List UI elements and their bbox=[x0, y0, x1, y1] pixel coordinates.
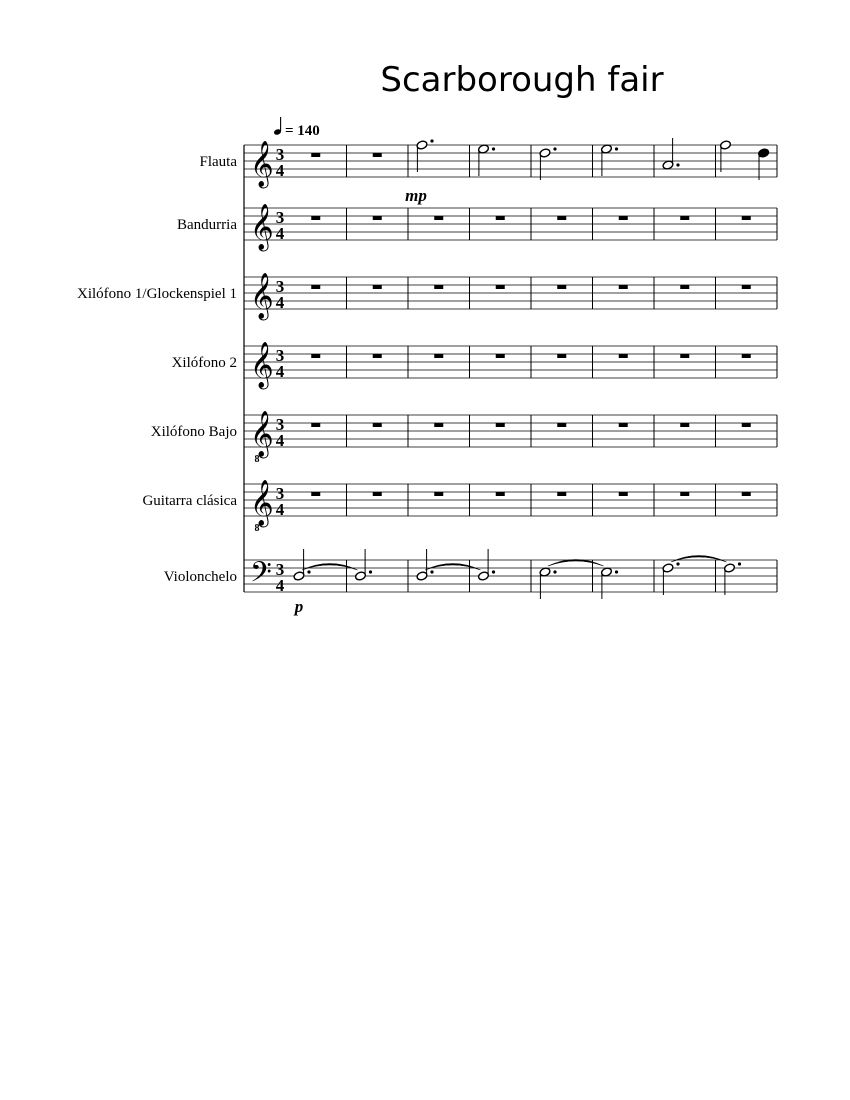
measure-rest bbox=[373, 216, 382, 220]
staff-2 bbox=[177, 204, 777, 252]
measure-rest bbox=[680, 354, 689, 358]
measure-rest bbox=[557, 354, 566, 358]
measure-rest bbox=[496, 423, 505, 427]
staff-label: Xilófono Bajo bbox=[150, 424, 237, 440]
measure-rest bbox=[557, 492, 566, 496]
treble-clef-icon: 𝄞 bbox=[250, 141, 274, 187]
measure-rest bbox=[680, 423, 689, 427]
tempo-text: = 140 bbox=[285, 123, 320, 139]
measure-rest bbox=[680, 216, 689, 220]
measure-rest bbox=[496, 492, 505, 496]
time-signature-denominator: 4 bbox=[275, 576, 285, 595]
measure-rest bbox=[680, 492, 689, 496]
time-signature-numerator: 3 bbox=[275, 145, 285, 164]
staff-label: Guitarra clásica bbox=[142, 493, 237, 509]
measure-rest bbox=[373, 285, 382, 289]
measure-rest bbox=[496, 285, 505, 289]
augmentation-dot bbox=[738, 562, 741, 565]
staff-label: Flauta bbox=[199, 154, 237, 170]
measure-rest bbox=[311, 216, 320, 220]
measure-rest bbox=[742, 492, 751, 496]
staff-label: Xilófono 1/Glockenspiel 1 bbox=[77, 286, 237, 302]
tempo-marking bbox=[273, 117, 320, 139]
augmentation-dot bbox=[553, 147, 556, 150]
treble-clef-icon: 𝄞 bbox=[250, 480, 274, 526]
measure-rest bbox=[434, 216, 443, 220]
measure-rest bbox=[373, 423, 382, 427]
augmentation-dot bbox=[369, 570, 372, 573]
measure-rest bbox=[311, 492, 320, 496]
flute-notes bbox=[311, 138, 769, 180]
treble-clef-icon: 𝄞 bbox=[250, 411, 274, 457]
measure-rest bbox=[742, 354, 751, 358]
time-signature-numerator: 3 bbox=[275, 415, 285, 434]
measure-rest bbox=[373, 354, 382, 358]
augmentation-dot bbox=[615, 570, 618, 573]
time-signature-denominator: 4 bbox=[275, 362, 285, 381]
measure-rest bbox=[557, 285, 566, 289]
staff-label: Violonchelo bbox=[163, 569, 237, 585]
measure-rest bbox=[680, 285, 689, 289]
tie bbox=[671, 556, 727, 563]
treble-clef-icon: 𝄞 bbox=[250, 204, 274, 250]
dynamic-marking: p bbox=[294, 597, 304, 616]
time-signature-denominator: 4 bbox=[275, 224, 285, 243]
treble-clef-icon: 𝄞 bbox=[250, 342, 274, 388]
measure-rest bbox=[619, 354, 628, 358]
staff-4 bbox=[172, 342, 777, 390]
tie bbox=[548, 560, 604, 567]
measure-rest bbox=[496, 354, 505, 358]
measure-rest bbox=[434, 423, 443, 427]
bass-clef-icon: 𝄢 bbox=[250, 556, 272, 596]
octave-marker: 8 bbox=[254, 454, 260, 465]
staff-6 bbox=[142, 480, 777, 534]
measure-rest bbox=[311, 153, 320, 157]
augmentation-dot bbox=[430, 139, 433, 142]
measure-rest bbox=[373, 153, 382, 157]
measure-rest bbox=[434, 354, 443, 358]
measure-rest bbox=[311, 285, 320, 289]
staff-5 bbox=[151, 411, 777, 465]
time-signature-denominator: 4 bbox=[275, 431, 285, 450]
score-title: Scarborough fair bbox=[380, 60, 664, 100]
measure-rest bbox=[619, 216, 628, 220]
staff-label: Bandurria bbox=[177, 217, 237, 233]
staff-3 bbox=[77, 273, 777, 321]
measure-rest bbox=[742, 423, 751, 427]
measure-rest bbox=[373, 492, 382, 496]
measure-rest bbox=[619, 285, 628, 289]
measure-rest bbox=[619, 423, 628, 427]
time-signature-numerator: 3 bbox=[275, 484, 285, 503]
staff-7 bbox=[164, 556, 777, 596]
augmentation-dot bbox=[676, 562, 679, 565]
augmentation-dot bbox=[430, 570, 433, 573]
cello-notes bbox=[293, 549, 741, 599]
treble-clef-icon: 𝄞 bbox=[250, 273, 274, 319]
staff-label: Xilófono 2 bbox=[171, 355, 237, 371]
time-signature-numerator: 3 bbox=[275, 208, 285, 227]
measure-rest bbox=[311, 423, 320, 427]
time-signature-numerator: 3 bbox=[275, 560, 285, 579]
measure-rest bbox=[496, 216, 505, 220]
measure-rest bbox=[742, 216, 751, 220]
measure-rest bbox=[434, 285, 443, 289]
measure-rest bbox=[434, 492, 443, 496]
augmentation-dot bbox=[553, 570, 556, 573]
augmentation-dot bbox=[615, 147, 618, 150]
measure-rest bbox=[311, 354, 320, 358]
time-signature-denominator: 4 bbox=[275, 500, 285, 519]
score-system bbox=[77, 138, 777, 616]
measure-rest bbox=[619, 492, 628, 496]
measure-rest bbox=[557, 423, 566, 427]
augmentation-dot bbox=[676, 163, 679, 166]
octave-marker: 8 bbox=[254, 523, 260, 534]
tie bbox=[425, 564, 481, 571]
augmentation-dot bbox=[492, 147, 495, 150]
augmentation-dot bbox=[307, 570, 310, 573]
time-signature-denominator: 4 bbox=[275, 161, 285, 180]
time-signature-denominator: 4 bbox=[275, 293, 285, 312]
dynamic-marking: mp bbox=[405, 186, 427, 205]
tie bbox=[302, 564, 358, 571]
augmentation-dot bbox=[492, 570, 495, 573]
time-signature-numerator: 3 bbox=[275, 346, 285, 365]
measure-rest bbox=[742, 285, 751, 289]
measure-rest bbox=[557, 216, 566, 220]
time-signature-numerator: 3 bbox=[275, 277, 285, 296]
